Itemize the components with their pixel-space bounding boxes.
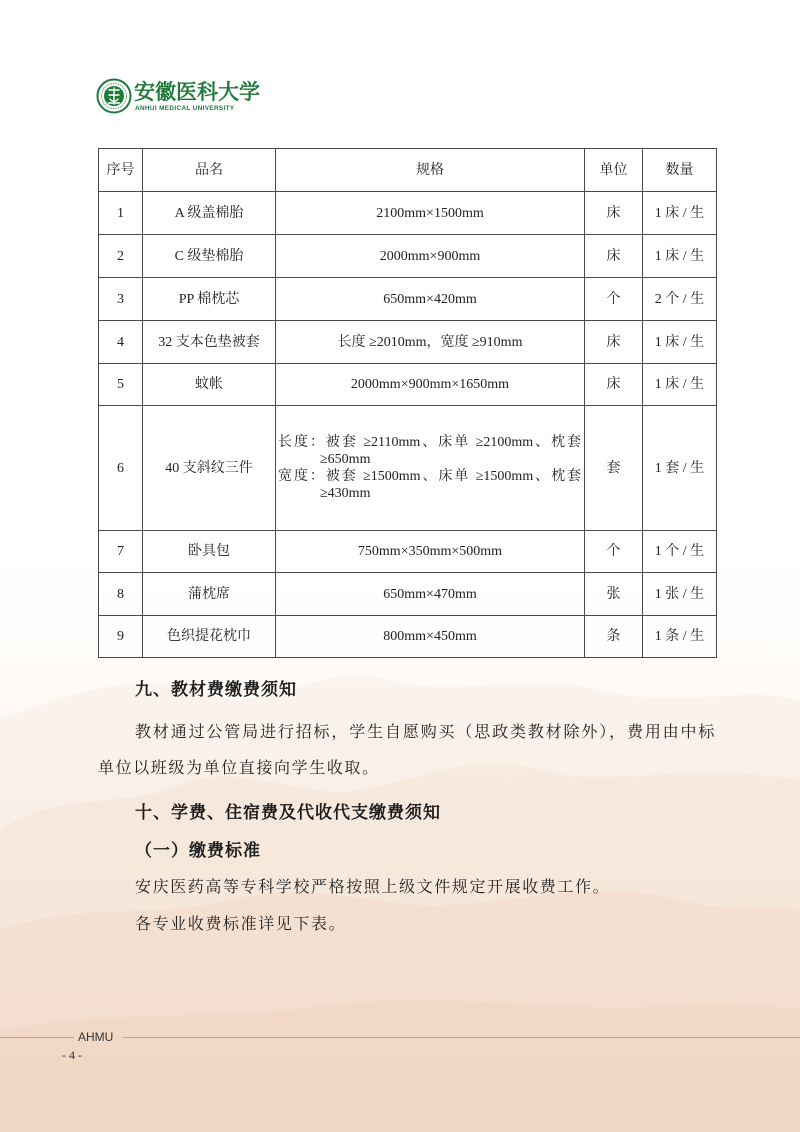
- spec-line-label: 宽度：: [278, 469, 326, 484]
- table-row: [99, 192, 717, 235]
- university-name-en: ANHUI MEDICAL UNIVERSITY: [135, 105, 235, 112]
- background-mountains: [0, 600, 800, 1132]
- section10-paragraph-1: 安庆医药高等专科学校严格按照上级文件规定开展收费工作。: [135, 879, 611, 896]
- cell-item: 蒲枕席: [143, 573, 276, 616]
- section10-paragraph-2: 各专业收费标准详见下表。: [135, 916, 347, 933]
- cell-no: 1: [99, 192, 143, 235]
- cell-item: PP 棉枕芯: [143, 278, 276, 321]
- cell-no: 5: [99, 364, 143, 406]
- table-row: [99, 321, 717, 364]
- header-no: 序号: [99, 149, 143, 192]
- cell-qty: 1 床 / 生: [643, 192, 717, 235]
- spec-line-width: [278, 468, 581, 502]
- section10-heading: 十、学费、住宿费及代收代支缴费须知: [135, 803, 441, 822]
- cell-item: 蚊帐: [143, 364, 276, 406]
- cell-qty: 1 条 / 生: [643, 616, 717, 658]
- cell-spec: 2000mm×900mm: [276, 235, 585, 278]
- cell-no: 4: [99, 321, 143, 364]
- cell-unit: 张: [585, 573, 643, 616]
- header-spec: 规格: [276, 149, 585, 192]
- cell-qty: 1 床 / 生: [643, 235, 717, 278]
- cell-unit: 个: [585, 278, 643, 321]
- table-row: [99, 235, 717, 278]
- table-row: [99, 406, 717, 531]
- cell-no: 6: [99, 406, 143, 531]
- cell-unit: 条: [585, 616, 643, 658]
- spec-line-label: 长度：: [278, 435, 326, 450]
- cell-no: 9: [99, 616, 143, 658]
- cell-spec: 750mm×350mm×500mm: [276, 531, 585, 573]
- cell-unit: 床: [585, 364, 643, 406]
- cell-item: 40 支斜纹三件: [143, 406, 276, 531]
- cell-unit: 床: [585, 192, 643, 235]
- page-number: - 4 -: [62, 1048, 82, 1062]
- university-name-cn: 安徽医科大学: [134, 80, 260, 104]
- spec-line-length: [278, 434, 581, 468]
- cell-spec: 650mm×420mm: [276, 278, 585, 321]
- cell-spec: [276, 406, 585, 531]
- section10-subheading: （一）缴费标准: [135, 841, 261, 860]
- cell-item: C 级垫棉胎: [143, 235, 276, 278]
- cell-spec: 2100mm×1500mm: [276, 192, 585, 235]
- cell-item: A 级盖棉胎: [143, 192, 276, 235]
- header-qty: 数量: [643, 149, 717, 192]
- table-row: [99, 278, 717, 321]
- section9-paragraph: 教材通过公管局进行招标，学生自愿购买（思政类教材除外），费用由中标单位以班级为单位直接向学生收取。: [98, 724, 716, 777]
- spec-line-text: 被套 ≥2110mm、床单 ≥2100mm、枕套 ≥650mm: [320, 435, 582, 467]
- cell-spec: 800mm×450mm: [276, 616, 585, 658]
- bedding-spec-table: [98, 148, 717, 658]
- header-item: 品名: [143, 149, 276, 192]
- cell-item: 色织提花枕巾: [143, 616, 276, 658]
- cell-qty: 2 个 / 生: [643, 278, 717, 321]
- cell-qty: 1 个 / 生: [643, 531, 717, 573]
- cell-qty: 1 床 / 生: [643, 321, 717, 364]
- footer-brand: AHMU: [78, 1030, 114, 1044]
- cell-item: 32 支本色垫被套: [143, 321, 276, 364]
- table-row: [99, 531, 717, 573]
- university-emblem-icon: [96, 78, 132, 114]
- cell-no: 3: [99, 278, 143, 321]
- cell-unit: 个: [585, 531, 643, 573]
- cell-qty: 1 床 / 生: [643, 364, 717, 406]
- university-logo: [96, 78, 266, 118]
- footer-rule-right: [123, 1037, 800, 1038]
- cell-no: 2: [99, 235, 143, 278]
- cell-spec: 长度 ≥2010mm，宽度 ≥910mm: [276, 321, 585, 364]
- cell-qty: 1 套 / 生: [643, 406, 717, 531]
- table-row: [99, 364, 717, 406]
- cell-no: 7: [99, 531, 143, 573]
- header-unit: 单位: [585, 149, 643, 192]
- cell-qty: 1 张 / 生: [643, 573, 717, 616]
- footer-rule-left: [0, 1037, 74, 1038]
- spec-line-text: 被套 ≥1500mm、床单 ≥1500mm、枕套 ≥430mm: [320, 469, 582, 501]
- cell-item: 卧具包: [143, 531, 276, 573]
- table-row: [99, 573, 717, 616]
- cell-spec: 650mm×470mm: [276, 573, 585, 616]
- cell-no: 8: [99, 573, 143, 616]
- cell-spec: 2000mm×900mm×1650mm: [276, 364, 585, 406]
- section9-heading: 九、教材费缴费须知: [135, 680, 297, 699]
- table-row: [99, 616, 717, 658]
- cell-unit: 床: [585, 235, 643, 278]
- table-header-row: [99, 149, 717, 192]
- cell-unit: 床: [585, 321, 643, 364]
- cell-unit: 套: [585, 406, 643, 531]
